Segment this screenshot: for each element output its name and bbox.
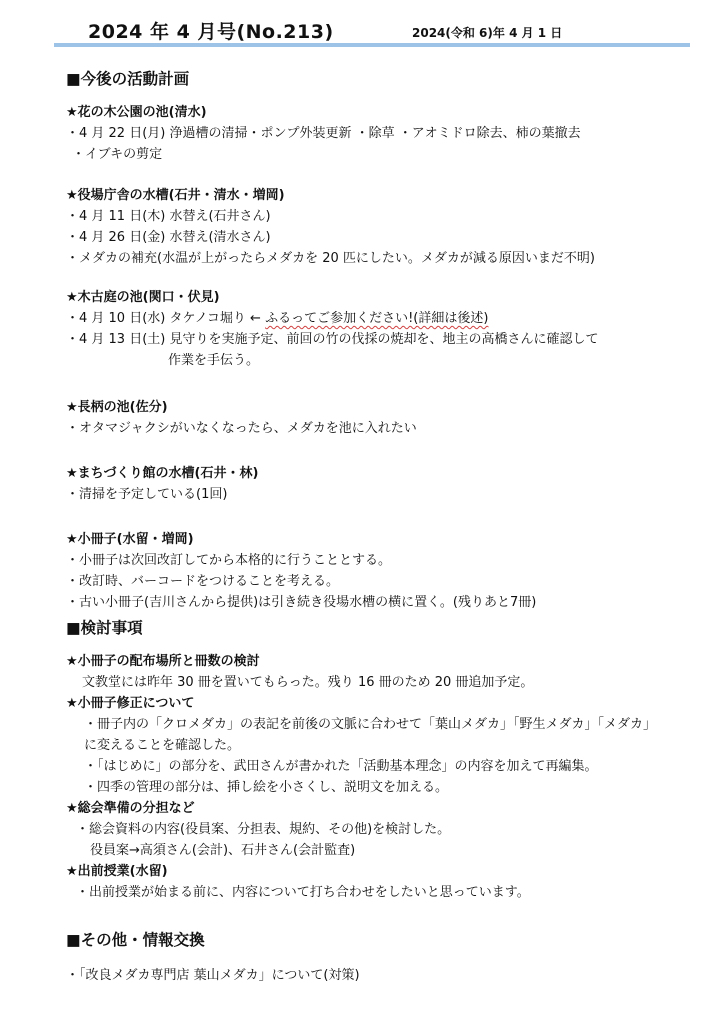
list-item: ・総会資料の内容(役員案、分担表、規約、その他)を検討した。 xyxy=(76,822,451,837)
list-item: ・清掃を予定している(1回) xyxy=(66,487,228,502)
heading-distribution: ★小冊子の配布場所と冊数の検討 xyxy=(66,654,260,669)
block-booklet xyxy=(66,529,706,613)
heading-town-hall-tank: ★役場庁舎の水槽(石井・清水・増岡) xyxy=(66,188,285,203)
list-item: ・古い小冊子(吉川さんから提供)は引き続き役場水槽の横に置く。(残りあと7冊) xyxy=(66,595,537,610)
list-item: ・冊子内の「クロメダカ」の表記を前後の文脈に合わせて「葉山メダカ」「野生メダカ」「メダカ」 xyxy=(84,717,657,732)
list-item: 作業を手伝う。 xyxy=(168,353,260,368)
list-item xyxy=(66,308,706,329)
heading-booklet: ★小冊子(水留・増岡) xyxy=(66,532,194,547)
block-nagae-pond xyxy=(66,397,706,439)
section-title-review: ■検討事項 xyxy=(66,619,143,637)
block-kikoniwa-pond xyxy=(66,287,706,371)
list-item: 文教堂には昨年 30 冊を置いてもらった。残り 16 冊のため 20 冊追加予定。 xyxy=(82,675,534,690)
list-item: 役員案→高須さん(会計)、石井さん(会計監査) xyxy=(90,843,356,858)
participation-call: ふるってご参加ください!(詳細は後述) xyxy=(265,311,489,326)
list-item: ・四季の管理の部分は、挿し絵を小さくし、説明文を加える。 xyxy=(84,780,449,795)
list-item: ・4 月 22 日(月) 浄過槽の清掃・ポンプ外装更新 ・除草 ・アオミドロ除去、柿の葉撤去 xyxy=(66,126,581,141)
heading-machizukuri-tank: ★まちづくり館の水槽(石井・林) xyxy=(66,466,259,481)
block-town-hall-tank xyxy=(66,185,706,269)
list-item: ・4 月 13 日(土) 見守りを実施予定、前回の竹の伐採の焼却を、地主の高橋さんに確認して xyxy=(66,332,599,347)
block-hanano-park xyxy=(66,102,706,165)
heading-kikoniwa-pond: ★木古庭の池(関口・伏見) xyxy=(66,290,220,305)
newsletter-title: 2024 年 4 月号(No.213) xyxy=(88,21,334,43)
heading-general-meeting: ★総会準備の分担など xyxy=(66,801,195,816)
page-header xyxy=(0,0,724,50)
list-item: ・4 月 26 日(金) 水替え(清水さん) xyxy=(66,230,271,245)
list-item: ・「改良メダカ専門店 葉山メダカ」について(対策) xyxy=(66,968,360,983)
issue-date: 2024(令和 6)年 4 月 1 日 xyxy=(412,26,563,40)
heading-outreach-lesson: ★出前授業(水留) xyxy=(66,864,168,879)
block-outreach-lesson xyxy=(66,861,706,903)
bamboo-dig-text: ・4 月 10 日(水) タケノコ堀り ← xyxy=(66,311,266,326)
list-item: ・オタマジャクシがいなくなったら、メダカを池に入れたい xyxy=(66,421,417,436)
list-item: ・4 月 11 日(木) 水替え(石井さん) xyxy=(66,209,271,224)
section-title-other: ■その他・情報交換 xyxy=(66,931,205,949)
heading-hanano-park: ★花の木公園の池(清水) xyxy=(66,105,207,120)
list-item: ・出前授業が始まる前に、内容について打ち合わせをしたいと思っています。 xyxy=(76,885,530,900)
block-general-meeting xyxy=(66,798,706,861)
heading-booklet-revision: ★小冊子修正について xyxy=(66,696,195,711)
block-booklet-revision xyxy=(66,693,706,798)
list-item: ・改訂時、バーコードをつけることを考える。 xyxy=(66,574,340,589)
header-divider xyxy=(54,43,690,47)
block-distribution xyxy=(66,651,706,693)
list-item: ・小冊子は次回改訂してから本格的に行うこととする。 xyxy=(66,553,392,568)
section-title-plan: ■今後の活動計画 xyxy=(66,70,190,88)
list-item: ・「はじめに」の部分を、武田さんが書かれた「活動基本理念」の内容を加えて再編集。 xyxy=(84,759,598,774)
block-machizukuri-tank xyxy=(66,463,706,505)
list-item: ・イブキの剪定 xyxy=(72,147,163,162)
document-body xyxy=(66,68,706,986)
list-item: ・メダカの補充(水温が上がったらメダカを 20 匹にしたい。メダカが減る原因いまだ不明) xyxy=(66,251,595,266)
heading-nagae-pond: ★長柄の池(佐分) xyxy=(66,400,168,415)
list-item: に変えることを確認した。 xyxy=(84,738,241,753)
